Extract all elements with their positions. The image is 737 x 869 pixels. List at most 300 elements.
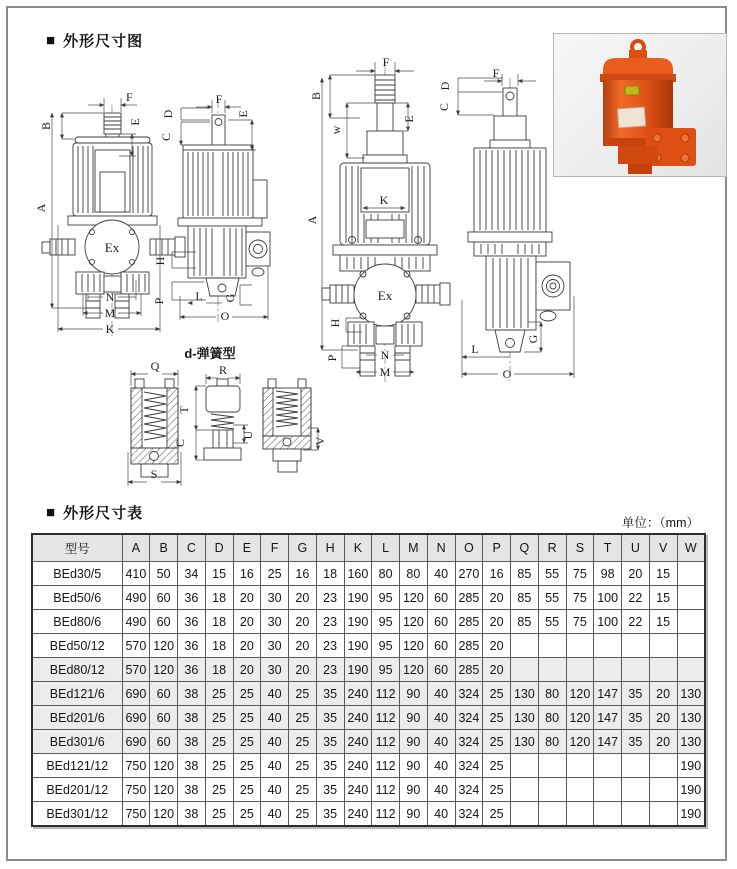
value-cell	[566, 754, 594, 778]
value-cell: 285	[455, 634, 483, 658]
dim-label: R	[218, 363, 228, 377]
value-cell: 38	[178, 754, 206, 778]
value-cell: 25	[233, 754, 261, 778]
value-cell: 90	[400, 730, 428, 754]
value-cell: 36	[178, 610, 206, 634]
dim-label: B	[309, 91, 323, 101]
table-row	[32, 658, 705, 682]
value-cell: 570	[122, 658, 150, 682]
value-cell	[677, 610, 705, 634]
value-cell	[594, 634, 622, 658]
column-header: L	[372, 534, 400, 562]
value-cell: 20	[649, 682, 677, 706]
value-cell: 95	[372, 610, 400, 634]
value-cell: 120	[150, 634, 178, 658]
value-cell: 15	[205, 562, 233, 586]
value-cell: 18	[205, 586, 233, 610]
value-cell: 60	[150, 730, 178, 754]
value-cell: 40	[261, 754, 289, 778]
value-cell: 20	[233, 658, 261, 682]
value-cell: 160	[344, 562, 372, 586]
value-cell: 112	[372, 682, 400, 706]
value-cell: 40	[427, 706, 455, 730]
dim-label: G	[526, 334, 540, 344]
dim-label: O	[220, 309, 230, 323]
value-cell: 35	[316, 706, 344, 730]
dim-label: U	[241, 430, 255, 440]
value-cell: 16	[233, 562, 261, 586]
dim-label: T	[177, 406, 191, 414]
value-cell: 20	[233, 634, 261, 658]
value-cell: 95	[372, 634, 400, 658]
dim-label: N	[105, 290, 115, 304]
value-cell	[511, 658, 539, 682]
column-header: S	[566, 534, 594, 562]
value-cell: 25	[483, 706, 511, 730]
value-cell: 80	[400, 562, 428, 586]
front-view-large	[305, 55, 450, 382]
value-cell: 40	[261, 802, 289, 827]
model-cell: BEd80/6	[32, 610, 122, 634]
value-cell: 120	[150, 658, 178, 682]
value-cell: 40	[427, 778, 455, 802]
column-header: T	[594, 534, 622, 562]
value-cell	[538, 778, 566, 802]
value-cell	[622, 754, 650, 778]
dim-label: E	[128, 118, 142, 126]
value-cell	[566, 634, 594, 658]
value-cell: 285	[455, 610, 483, 634]
model-cell: BEd50/12	[32, 634, 122, 658]
value-cell: 20	[483, 610, 511, 634]
table-title-text: 外形尺寸表	[63, 505, 144, 522]
value-cell	[511, 778, 539, 802]
value-cell	[649, 658, 677, 682]
value-cell: 90	[400, 802, 428, 827]
dim-label: L	[195, 289, 203, 303]
value-cell: 40	[427, 682, 455, 706]
model-cell: BEd121/6	[32, 682, 122, 706]
value-cell: 36	[178, 586, 206, 610]
dim-label: E	[402, 115, 416, 123]
value-cell: 35	[316, 730, 344, 754]
dim-label: H	[328, 318, 342, 328]
model-cell: BEd201/12	[32, 778, 122, 802]
table-section-title	[46, 502, 143, 523]
value-cell: 60	[427, 586, 455, 610]
value-cell: 20	[233, 610, 261, 634]
column-header: M	[400, 534, 428, 562]
dim-label: H	[153, 256, 167, 266]
value-cell: 85	[511, 562, 539, 586]
table-row	[32, 610, 705, 634]
value-cell	[538, 802, 566, 827]
value-cell: 324	[455, 730, 483, 754]
dim-label: F	[382, 55, 390, 69]
value-cell: 25	[289, 778, 317, 802]
value-cell: 80	[538, 682, 566, 706]
value-cell: 35	[316, 754, 344, 778]
value-cell: 34	[178, 562, 206, 586]
value-cell: 190	[677, 778, 705, 802]
value-cell: 25	[233, 778, 261, 802]
value-cell: 60	[427, 634, 455, 658]
value-cell: 285	[455, 658, 483, 682]
column-header: H	[316, 534, 344, 562]
model-cell: BEd30/5	[32, 562, 122, 586]
value-cell: 60	[150, 586, 178, 610]
value-cell	[649, 754, 677, 778]
value-cell: 25	[483, 754, 511, 778]
value-cell: 15	[649, 562, 677, 586]
value-cell	[538, 634, 566, 658]
value-cell: 190	[344, 610, 372, 634]
value-cell: 30	[261, 610, 289, 634]
value-cell: 55	[538, 610, 566, 634]
value-cell: 18	[205, 634, 233, 658]
value-cell	[622, 778, 650, 802]
value-cell: 35	[316, 778, 344, 802]
model-cell: BEd50/6	[32, 586, 122, 610]
value-cell: 240	[344, 706, 372, 730]
value-cell: 120	[400, 586, 428, 610]
value-cell: 120	[566, 706, 594, 730]
value-cell: 324	[455, 754, 483, 778]
dimension-table	[31, 533, 706, 827]
dim-label: w	[329, 125, 343, 135]
column-header: F	[261, 534, 289, 562]
value-cell: 98	[594, 562, 622, 586]
value-cell: 25	[233, 802, 261, 827]
value-cell: 324	[455, 706, 483, 730]
value-cell: 25	[205, 754, 233, 778]
value-cell	[511, 754, 539, 778]
column-header: N	[427, 534, 455, 562]
column-header: V	[649, 534, 677, 562]
value-cell: 18	[316, 562, 344, 586]
column-header: R	[538, 534, 566, 562]
value-cell: 20	[233, 586, 261, 610]
value-cell: 60	[150, 682, 178, 706]
value-cell: 120	[150, 802, 178, 827]
dim-label: C	[159, 132, 173, 142]
value-cell: 22	[622, 586, 650, 610]
value-cell	[594, 754, 622, 778]
value-cell	[677, 586, 705, 610]
value-cell: 240	[344, 754, 372, 778]
value-cell	[649, 634, 677, 658]
value-cell: 190	[344, 634, 372, 658]
value-cell: 20	[289, 634, 317, 658]
model-cell: BEd301/6	[32, 730, 122, 754]
value-cell: 85	[511, 610, 539, 634]
value-cell: 750	[122, 778, 150, 802]
dim-label: K	[379, 193, 389, 207]
value-cell: 25	[205, 778, 233, 802]
value-cell: 147	[594, 682, 622, 706]
value-cell: 95	[372, 658, 400, 682]
value-cell: 23	[316, 634, 344, 658]
column-header: O	[455, 534, 483, 562]
value-cell: 38	[178, 802, 206, 827]
value-cell: 40	[427, 562, 455, 586]
value-cell: 130	[511, 706, 539, 730]
value-cell: 30	[261, 586, 289, 610]
value-cell: 90	[400, 682, 428, 706]
model-cell: BEd80/12	[32, 658, 122, 682]
value-cell: 75	[566, 562, 594, 586]
value-cell: 25	[289, 730, 317, 754]
dim-label: F	[492, 66, 500, 80]
value-cell: 25	[205, 802, 233, 827]
dim-label: V	[313, 436, 327, 446]
value-cell	[594, 778, 622, 802]
value-cell: 324	[455, 778, 483, 802]
value-cell: 190	[344, 658, 372, 682]
value-cell: 690	[122, 706, 150, 730]
value-cell: 25	[233, 682, 261, 706]
dim-label: K	[105, 322, 115, 336]
value-cell: 15	[649, 610, 677, 634]
dim-label: N	[380, 348, 390, 362]
value-cell: 25	[233, 706, 261, 730]
value-cell: 35	[316, 682, 344, 706]
table-header-row	[32, 534, 705, 562]
value-cell: 190	[344, 586, 372, 610]
value-cell: 75	[566, 610, 594, 634]
value-cell: 80	[538, 706, 566, 730]
value-cell: 25	[289, 802, 317, 827]
model-cell: BEd201/6	[32, 706, 122, 730]
value-cell: 23	[316, 658, 344, 682]
value-cell: 23	[316, 586, 344, 610]
table-row	[32, 634, 705, 658]
value-cell: 38	[178, 730, 206, 754]
value-cell: 270	[455, 562, 483, 586]
value-cell: 25	[233, 730, 261, 754]
value-cell: 75	[566, 586, 594, 610]
black-square-icon: ■	[46, 32, 57, 49]
ex-marking: Ex	[377, 288, 393, 303]
value-cell: 190	[677, 802, 705, 827]
column-header: Q	[511, 534, 539, 562]
dim-label: Q	[150, 359, 160, 373]
column-header: P	[483, 534, 511, 562]
value-cell: 55	[538, 562, 566, 586]
dim-label: P	[325, 354, 339, 362]
table-row	[32, 754, 705, 778]
value-cell: 90	[400, 706, 428, 730]
value-cell: 120	[566, 730, 594, 754]
dim-label: M	[104, 306, 116, 320]
value-cell: 25	[261, 562, 289, 586]
value-cell: 112	[372, 730, 400, 754]
value-cell: 240	[344, 802, 372, 827]
value-cell	[538, 658, 566, 682]
value-cell: 25	[289, 706, 317, 730]
value-cell: 40	[261, 778, 289, 802]
value-cell: 324	[455, 682, 483, 706]
value-cell: 240	[344, 682, 372, 706]
value-cell: 750	[122, 754, 150, 778]
dim-label: A	[305, 215, 319, 225]
value-cell: 120	[400, 634, 428, 658]
diagram-title-text: 外形尺寸图	[63, 33, 144, 50]
value-cell: 120	[150, 778, 178, 802]
value-cell: 40	[261, 706, 289, 730]
value-cell: 570	[122, 634, 150, 658]
value-cell	[622, 802, 650, 827]
value-cell: 20	[622, 562, 650, 586]
value-cell: 285	[455, 586, 483, 610]
value-cell: 35	[316, 802, 344, 827]
value-cell: 130	[677, 682, 705, 706]
model-cell: BEd121/12	[32, 754, 122, 778]
value-cell	[677, 562, 705, 586]
value-cell: 90	[400, 778, 428, 802]
value-cell	[538, 754, 566, 778]
spring-type-label: d-弹簧型	[184, 346, 236, 361]
dim-label: E	[236, 110, 250, 118]
value-cell: 20	[289, 610, 317, 634]
value-cell: 40	[261, 730, 289, 754]
value-cell: 112	[372, 778, 400, 802]
value-cell: 25	[205, 682, 233, 706]
value-cell: 38	[178, 706, 206, 730]
value-cell: 130	[511, 730, 539, 754]
value-cell	[677, 634, 705, 658]
value-cell: 95	[372, 586, 400, 610]
column-header: E	[233, 534, 261, 562]
value-cell: 147	[594, 706, 622, 730]
value-cell: 15	[649, 586, 677, 610]
value-cell	[622, 634, 650, 658]
column-header: D	[205, 534, 233, 562]
thruster-photo-illustration	[554, 34, 726, 176]
value-cell: 112	[372, 706, 400, 730]
dim-label: O	[502, 367, 512, 381]
value-cell: 38	[178, 682, 206, 706]
value-cell: 18	[205, 658, 233, 682]
dim-label: G	[223, 293, 237, 303]
value-cell: 130	[511, 682, 539, 706]
dim-label: D	[438, 81, 452, 91]
value-cell: 324	[455, 802, 483, 827]
value-cell: 60	[427, 610, 455, 634]
value-cell	[511, 634, 539, 658]
value-cell: 490	[122, 586, 150, 610]
value-cell: 36	[178, 658, 206, 682]
product-photo	[553, 33, 727, 177]
value-cell: 120	[150, 754, 178, 778]
value-cell: 40	[427, 730, 455, 754]
value-cell: 60	[150, 610, 178, 634]
value-cell: 16	[289, 562, 317, 586]
value-cell	[511, 802, 539, 827]
value-cell: 147	[594, 730, 622, 754]
value-cell: 25	[289, 682, 317, 706]
unit-label: 单位：（mm）	[621, 516, 699, 530]
value-cell: 410	[122, 562, 150, 586]
value-cell: 20	[483, 634, 511, 658]
column-header: C	[178, 534, 206, 562]
value-cell: 240	[344, 778, 372, 802]
value-cell: 240	[344, 730, 372, 754]
dim-label: F	[126, 90, 133, 104]
value-cell: 112	[372, 802, 400, 827]
value-cell: 25	[205, 730, 233, 754]
side-view-small	[152, 92, 270, 323]
value-cell: 18	[205, 610, 233, 634]
value-cell: 20	[649, 730, 677, 754]
column-header: U	[622, 534, 650, 562]
value-cell: 40	[261, 682, 289, 706]
value-cell: 130	[677, 706, 705, 730]
value-cell: 490	[122, 610, 150, 634]
value-cell: 80	[372, 562, 400, 586]
table-row	[32, 562, 705, 586]
ex-marking: Ex	[104, 240, 120, 255]
value-cell: 25	[289, 754, 317, 778]
table-row	[32, 706, 705, 730]
value-cell: 38	[178, 778, 206, 802]
value-cell	[649, 778, 677, 802]
value-cell: 40	[427, 754, 455, 778]
value-cell: 20	[289, 586, 317, 610]
value-cell: 40	[427, 802, 455, 827]
value-cell: 80	[538, 730, 566, 754]
value-cell: 55	[538, 586, 566, 610]
value-cell: 120	[400, 658, 428, 682]
model-cell: BEd301/12	[32, 802, 122, 827]
value-cell: 750	[122, 802, 150, 827]
value-cell: 100	[594, 610, 622, 634]
value-cell: 20	[289, 658, 317, 682]
dim-label: D	[161, 109, 175, 119]
column-header: A	[122, 534, 150, 562]
value-cell	[566, 778, 594, 802]
value-cell: 36	[178, 634, 206, 658]
value-cell: 112	[372, 754, 400, 778]
value-cell	[566, 802, 594, 827]
value-cell: 25	[205, 706, 233, 730]
value-cell: 690	[122, 730, 150, 754]
table-row	[32, 802, 705, 827]
value-cell	[566, 658, 594, 682]
value-cell	[677, 658, 705, 682]
value-cell: 50	[150, 562, 178, 586]
value-cell: 16	[483, 562, 511, 586]
value-cell: 25	[483, 682, 511, 706]
value-cell: 25	[483, 778, 511, 802]
value-cell: 35	[622, 706, 650, 730]
table-row	[32, 586, 705, 610]
dim-label: C	[437, 102, 451, 112]
value-cell	[622, 658, 650, 682]
value-cell: 60	[150, 706, 178, 730]
dim-label: M	[379, 365, 391, 379]
value-cell: 23	[316, 610, 344, 634]
value-cell: 120	[400, 610, 428, 634]
column-header: K	[344, 534, 372, 562]
column-header: B	[150, 534, 178, 562]
value-cell: 35	[622, 682, 650, 706]
table-row	[32, 778, 705, 802]
value-cell: 20	[483, 586, 511, 610]
value-cell: 22	[622, 610, 650, 634]
table-row	[32, 682, 705, 706]
value-cell: 25	[483, 730, 511, 754]
